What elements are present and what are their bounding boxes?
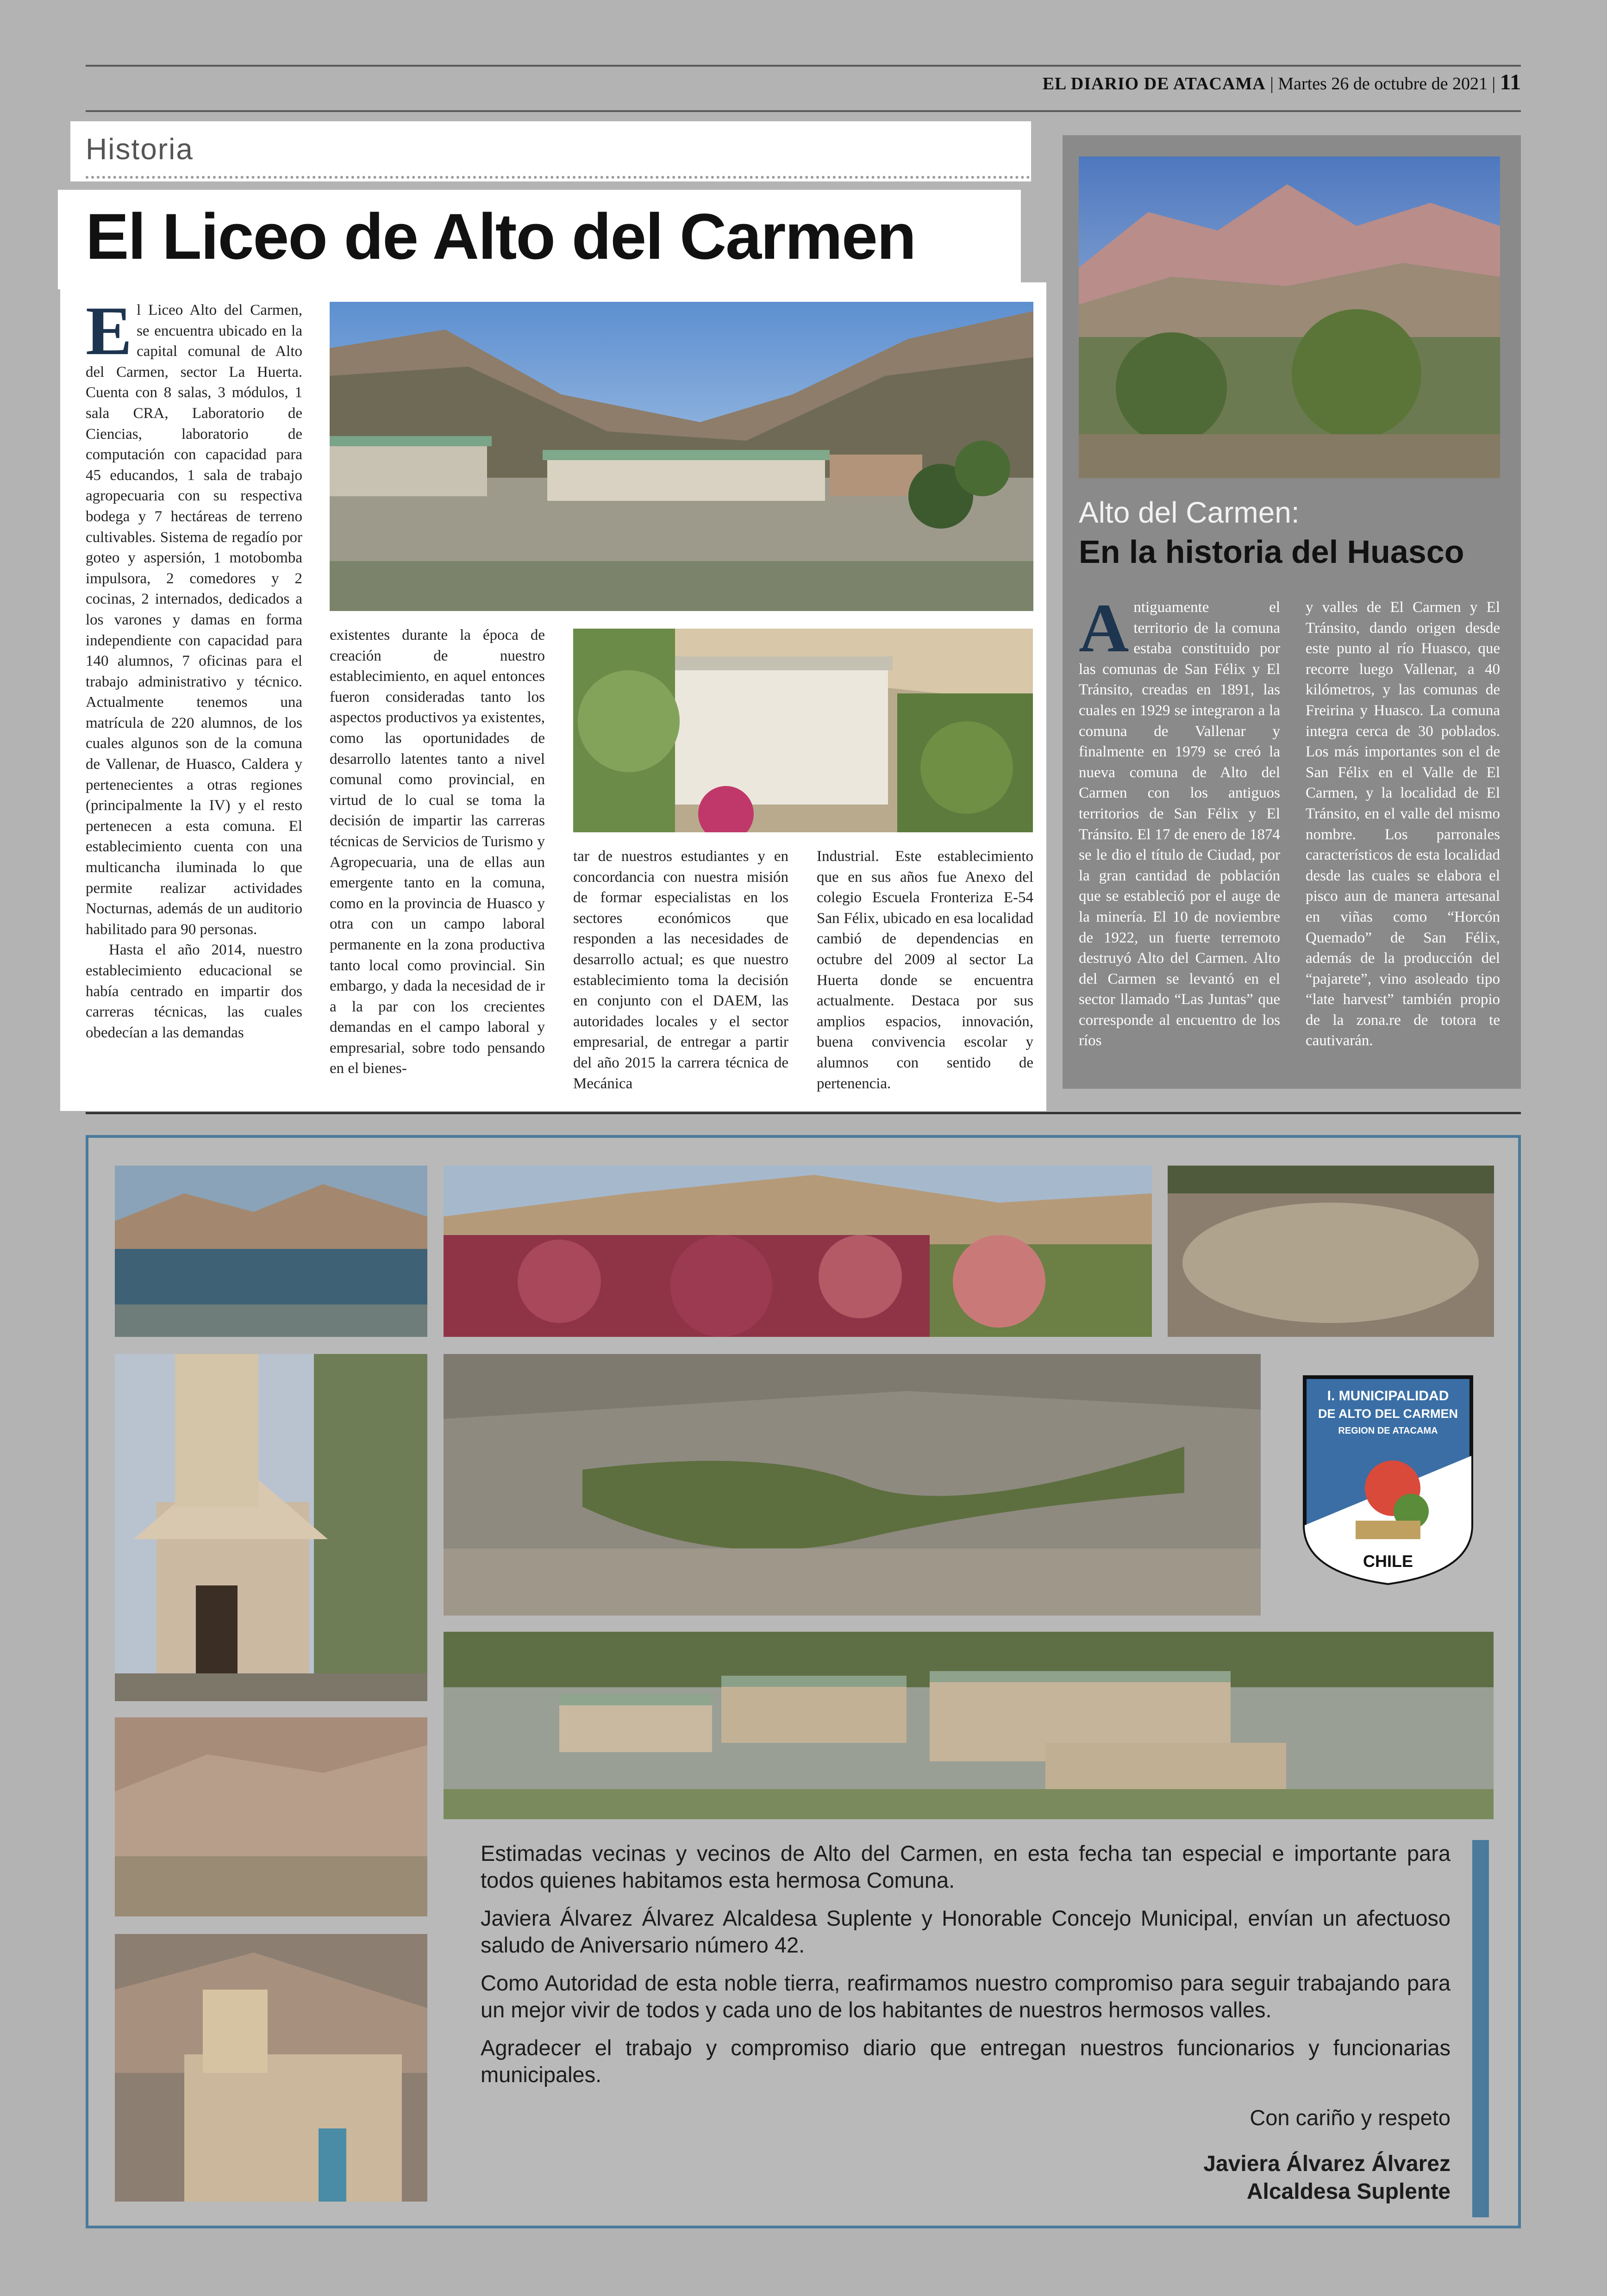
shield-country: CHILE — [1363, 1552, 1413, 1571]
sidebar-column-1 — [1079, 590, 1280, 1079]
signer-name: Javiera Álvarez Álvarez — [1203, 2152, 1451, 2176]
ad-paragraph-4: Agradecer el trabajo y compromiso diario que entregan nuestros funcionarios y funcionarias municipales. — [481, 2035, 1451, 2087]
article-col4-text: Industrial. Este establecimiento que en sus años fue Anexo del colegio Escuela Fronteriza E-54 San Félix, ubicado en esa localidad cambió de dependencias en octubre del 2009 al sector La Huerta donde se encuentra actualmente. Destaca por sus amplios espacios, innovación, buena convivencia escolar y alumnos con sentido de pertenencia. — [817, 848, 1033, 1092]
article-col1-p2: Hasta el año 2014, nuestro establecimiento educacional se había centrado en impartir dos carreras técnicas, las cuales obedecían a las demandas — [86, 942, 302, 1041]
ad-photo-church — [115, 1354, 427, 1701]
article-col2-text: existentes durante la época de creación de nuestro establecimiento, en aquel entonces fueron consideradas tanto los aspectos productivos ya existentes, como las oportunidades de desarrollo latentes tanto a nivel comunal como provincial, en virtud de lo cual se toma la decisión de impartir las carreras técnicas de Servicios de Turismo y Agropecuaria, una de ellas aun emergente tanto en la comuna, como en la provincia de Huasco y otra con un campo laboral permanente en la zona productiva tanto local como provincial. Sin embargo, y dada la necesidad de ir a la par con los crecientes demandas en el campo laboral y empresarial, sobre todo pensando en el bienes- — [330, 627, 545, 1077]
article-dropcap: E — [86, 293, 132, 369]
article-column-3 — [573, 846, 788, 1105]
shield-line-3: REGION DE ATACAMA — [1338, 1426, 1438, 1436]
sidebar-column-2 — [1306, 597, 1500, 1079]
article-column-1 — [86, 293, 302, 1087]
ad-photo-valley — [444, 1354, 1261, 1616]
sidebar-col1-text: ntiguamente el territorio de la comuna estaba constituido por las comunas de San Félix y El Tránsito, creadas en 1891, las cuales en 1929 se integraron a la comuna de Vallenar y finalmente en 1979 se creó la nueva comuna de Alto del Carmen con los antiguos territorios de San Félix y El Tránsito. El 17 de enero de 1874 se le dio el título de Ciudad, por la gran cantidad de población que se estableció por el auge de la minería. El 10 de noviembre de 1922, un fuerte terremoto destruyó Alto del Carmen. Alto del Carmen se levantó en el sector llamado “Las Juntas” que corresponde al encuentro de los ríos — [1079, 599, 1280, 1049]
ad-greeting: Con cariño y respeto — [1250, 2105, 1451, 2130]
ad-photo-arena — [1168, 1166, 1494, 1337]
ad-photo-school-aerial — [444, 1632, 1494, 1819]
ad-photo-grapes — [444, 1166, 1152, 1337]
article-headline: El Liceo de Alto del Carmen — [86, 200, 916, 273]
valley-photo — [1079, 156, 1500, 478]
ad-paragraph-1: Estimadas vecinas y vecinos de Alto del Carmen, en esta fecha tan especial e importante para todos quienes habitamos esta hermosa Comuna. — [481, 1841, 1451, 1892]
municipal-shield — [1300, 1373, 1476, 1588]
sidebar-col2-text: y valles de El Carmen y El Tránsito, dando origen desde este punto al río Huasco, que recorre luego Vallenar, a 40 kilómetros, y las comunas de Freirina y Huasco. La comuna integra cerca de 30 poblados. Los más importantes son el de San Félix en el Valle de El Carmen, y la localidad de El Tránsito, en el valle del mismo nombre. Los parronales característicos de esta localidad desde las cuales se elabora el pisco aun de manera artesanal en viñas como “Horcón Quemado” de San Félix, además de la producción del “pajarete”, vino asoleado tipo “late harvest” también propio de la zona.re de totora te cautivarán. — [1306, 599, 1500, 1049]
ad-paragraph-3: Como Autoridad de esta noble tierra, reafirmamos nuestro compromiso para seguir trabajando para un mejor vivir de todos y cada uno de los habitantes de nuestros hermosos valles. — [481, 1971, 1451, 2022]
article-column-4 — [817, 846, 1033, 1105]
article-col1-p1: l Liceo Alto del Carmen, se encuentra ubicado en la capital comunal de Alto del Carmen, sector La Huerta. Cuenta con 8 salas, 3 módulos, 1 sala CRA, Laboratorio de Ciencias, laboratorio de computación con capacidad para 45 educandos, 1 sala de trabajo agropecuaria con su respectiva bodega y 7 hectáreas de terreno cultivables. Sistema de regadío por goteo y aspersión, 1 motobomba impulsora, 2 comedores y 2 cocinas, 2 internados, dedicados a los varones y damas en forma independiente con capacidad para 140 alumnos, 7 oficinas para el trabajo administrativo y técnico. Actualmente tenemos una matrícula de 220 alumnos, de los cuales algunos son de la comuna de Vallenar, de Huasco, Caldera y pertenecientes a otras regiones (principalmente la IV) y el resto pertenecen a esta comuna. El establecimiento cuenta con una multicancha iluminada lo que permite realizar actividades Nocturnas, además de un auditorio habilitado para 90 personas. — [86, 302, 302, 938]
issue-date: | Martes 26 de octubre de 2021 | — [1270, 74, 1496, 94]
section-label: Historia — [86, 132, 194, 166]
ad-photo-lake — [115, 1166, 427, 1337]
shield-line-1: I. MUNICIPALIDAD — [1327, 1388, 1449, 1404]
article-col3-text: tar de nuestros estudiantes y en concordancia con nuestra misión de formar especialistas en los sectores económicos que responden a las necesidades de desarrollo actual; es que nuestro establecimiento toma la decisión en conjunto con el DAEM, las autoridades locales y el sector empresarial, de entregar a partir del año 2015 la carrera técnica de Mecánica — [573, 848, 788, 1092]
ad-accent-bar — [1472, 1840, 1489, 2217]
section-divider — [86, 176, 1030, 179]
ad-signature — [895, 2104, 1451, 2206]
signer-role: Alcaldesa Suplente — [1246, 2179, 1451, 2204]
masthead — [1043, 69, 1521, 95]
section-panel — [70, 121, 1031, 181]
ad-photo-desert — [115, 1717, 427, 1916]
article-column-2 — [330, 625, 545, 1102]
header-rule-top — [86, 65, 1521, 67]
school-photo-main — [330, 302, 1033, 611]
school-photo-secondary — [573, 629, 1033, 832]
header-rule-bottom — [86, 110, 1521, 112]
newspaper-name: EL DIARIO DE ATACAMA — [1042, 74, 1266, 94]
shield-line-2: DE ALTO DEL CARMEN — [1318, 1407, 1458, 1421]
ad-photo-chapel — [115, 1934, 427, 2202]
section-rule — [86, 1112, 1521, 1114]
ad-message — [481, 1840, 1451, 2099]
ad-paragraph-2: Javiera Álvarez Álvarez Alcaldesa Suplente y Honorable Concejo Municipal, envían un afectuoso saludo de Aniversario número 42. — [481, 1906, 1451, 1957]
sidebar-title: En la historia del Huasco — [1079, 534, 1464, 570]
sidebar-subtitle: Alto del Carmen: — [1079, 496, 1300, 529]
sidebar-dropcap: A — [1079, 590, 1129, 667]
page-number: 11 — [1500, 70, 1521, 94]
